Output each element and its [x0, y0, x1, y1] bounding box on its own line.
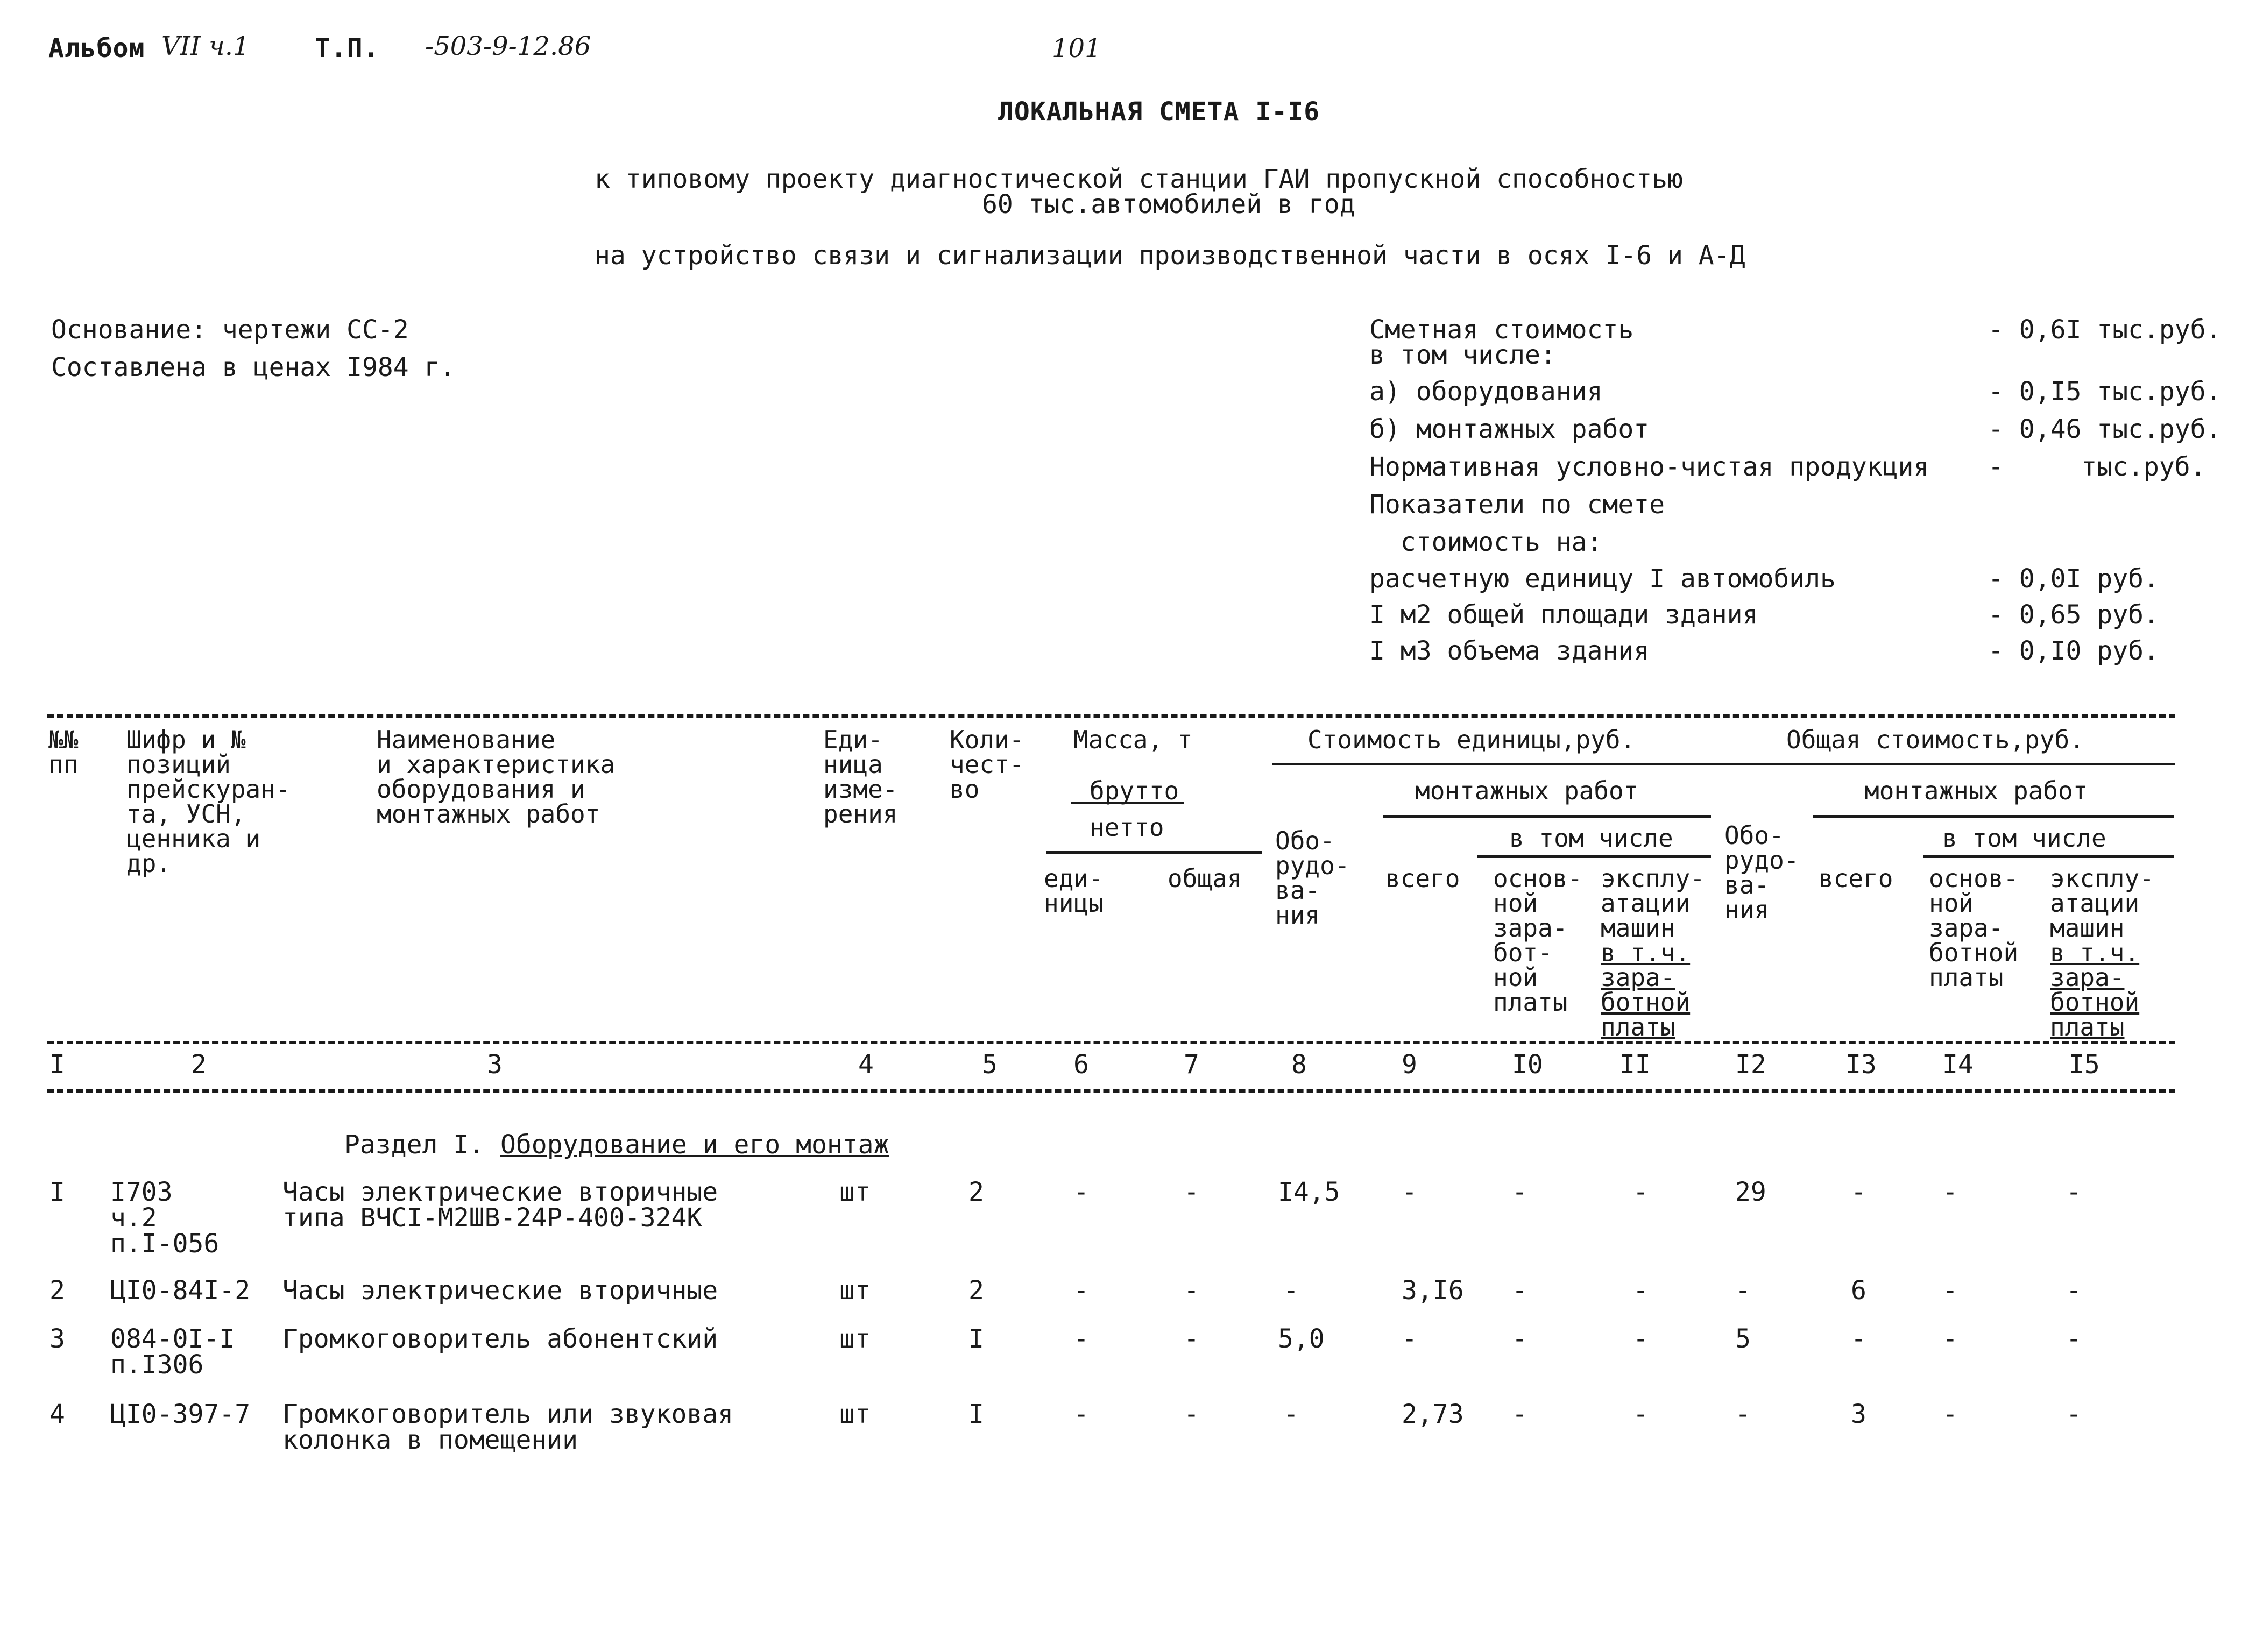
table-row-4-equip: -: [1283, 1399, 1299, 1429]
table-row-3-unit: шт: [839, 1324, 871, 1354]
install-work-header-2: монтажных работ: [1864, 776, 2088, 805]
table-row-4-t-mach: -: [2066, 1399, 2082, 1429]
table-row-4-unit: шт: [839, 1399, 871, 1429]
total-header-2: всего: [1819, 864, 1893, 893]
summary-label-0: Сметная стоимость: [1369, 315, 1634, 345]
table-row-4-t-wage: -: [1942, 1399, 1958, 1429]
summary-value-4: - тыс.руб.: [1988, 452, 2206, 482]
table-row-3-qty: I: [968, 1324, 984, 1354]
table-row-4-t-total: 3: [1851, 1399, 1866, 1429]
table-row-1-wage: -: [1512, 1177, 1527, 1207]
table-row-3-n: 3: [49, 1324, 65, 1354]
column-number: 8: [1291, 1050, 1307, 1080]
summary-label-7: расчетную единицу I автомобиль: [1369, 564, 1836, 594]
machines-header: эксплу- атации машин: [1601, 864, 1705, 942]
table-row-4-mass-total: -: [1184, 1399, 1199, 1429]
column-number: I2: [1735, 1050, 1766, 1080]
column-number: 3: [487, 1050, 503, 1080]
table-row-3-t-mach: -: [2066, 1324, 2082, 1354]
summary-label-4: Нормативная условно-чистая продукция: [1369, 452, 1929, 482]
table-row-1-n: I: [49, 1177, 65, 1207]
col-header-3: Наименование и характеристика оборудования и монтажных работ: [377, 725, 616, 828]
netto-header: нетто: [1090, 813, 1164, 842]
col-header-4: Еди- ница изме- рения: [823, 725, 898, 828]
mass-unit-header: еди- ницы: [1044, 864, 1104, 918]
col-header-1: №№ пп: [48, 725, 79, 779]
incl-rule-2: [1923, 855, 2174, 858]
table-row-2-code: ЦI0-84I-2: [110, 1275, 251, 1306]
col-header-5: Коли- чест- во: [950, 725, 1024, 804]
table-row-2-t-wage: -: [1942, 1275, 1958, 1306]
tp-label: Т.П.: [315, 33, 379, 63]
table-top-rule: [47, 714, 2175, 718]
column-number: I: [49, 1050, 65, 1080]
table-row-1-t-total: -: [1851, 1177, 1866, 1207]
document-title: ЛОКАЛЬНАЯ СМЕТА I-I6: [998, 97, 1320, 127]
table-row-3-mass-total: -: [1184, 1324, 1199, 1354]
table-row-1-t-wage: -: [1942, 1177, 1958, 1207]
summary-value-2: - 0,I5 тыс.руб.: [1988, 377, 2222, 407]
table-row-2-qty: 2: [968, 1275, 984, 1306]
table-row-3-t-total: -: [1851, 1324, 1866, 1354]
table-row-3-t-equip: 5: [1735, 1324, 1751, 1354]
numbers-bottom-rule: [47, 1089, 2175, 1093]
table-row-1-name: Часы электрические вторичные типа ВЧСI-М2ШВ-24Р-400-324К: [282, 1177, 718, 1233]
install-rule-2: [1813, 815, 2174, 818]
brutto-header: брутто: [1090, 776, 1179, 805]
table-row-2-mass-total: -: [1184, 1275, 1199, 1306]
summary-label-2: а) оборудования: [1369, 377, 1603, 407]
section-title: Оборудование и его монтаж: [500, 1130, 889, 1160]
table-row-4-t-equip: -: [1735, 1399, 1751, 1429]
table-row-2-unit: шт: [839, 1275, 871, 1306]
table-row-1-mass-unit: -: [1073, 1177, 1089, 1207]
table-row-2-t-total: 6: [1851, 1275, 1866, 1306]
table-row-4-qty: I: [968, 1399, 984, 1429]
incl-rule-1: [1477, 855, 1711, 858]
column-number: I4: [1942, 1050, 1974, 1080]
header-rule-cost: [1272, 763, 2175, 765]
table-row-2-mach: -: [1633, 1275, 1649, 1306]
summary-value-8: - 0,65 руб.: [1988, 600, 2159, 630]
prices-year: Составлена в ценах I984 г.: [51, 352, 456, 382]
summary-label-6: стоимость на:: [1369, 527, 1603, 557]
table-row-3-name: Громкоговоритель абонентский: [282, 1324, 718, 1354]
summary-label-8: I м2 общей площади здания: [1369, 600, 1758, 630]
machines-wage-header-2: в т.ч. зара- ботной платы: [2050, 938, 2140, 1041]
column-number: I3: [1845, 1050, 1877, 1080]
table-row-1-t-equip: 29: [1735, 1177, 1766, 1207]
table-row-1-total: -: [1402, 1177, 1417, 1207]
column-number: 9: [1402, 1050, 1417, 1080]
subtitle-line-1: к типовому проекту диагностической станции ГАИ пропускной способностью: [595, 164, 1683, 194]
table-row-1-equip: I4,5: [1278, 1177, 1340, 1207]
column-number: 4: [858, 1050, 874, 1080]
table-row-2-wage: -: [1512, 1275, 1527, 1306]
mass-total-header: общая: [1168, 864, 1242, 893]
album-label: Альбом: [48, 33, 145, 63]
table-row-2-mass-unit: -: [1073, 1275, 1089, 1306]
tp-code: -503-9-12.86: [425, 31, 591, 61]
base-wage-header-2: основ- ной зара- ботной платы: [1929, 864, 2019, 992]
subtitle-line-2: 60 тыс.автомобилей в год: [982, 189, 1355, 219]
table-row-2-t-equip: -: [1735, 1275, 1751, 1306]
table-row-2-total: 3,I6: [1402, 1275, 1464, 1306]
table-row-3-mass-unit: -: [1073, 1324, 1089, 1354]
section-prefix: Раздел I.: [344, 1130, 485, 1160]
summary-label-9: I м3 объема здания: [1369, 636, 1650, 666]
netto-rule: [1046, 851, 1262, 854]
column-number: 2: [191, 1050, 207, 1080]
table-row-2-equip: -: [1283, 1275, 1299, 1306]
table-row-2-name: Часы электрические вторичные: [282, 1275, 718, 1306]
column-number: I5: [2069, 1050, 2100, 1080]
total-cost-header: Общая стоимость,руб.: [1786, 725, 2084, 754]
install-work-header: монтажных работ: [1415, 776, 1639, 805]
table-row-4-name: Громкоговоритель или звуковая колонка в помещении: [282, 1399, 734, 1455]
table-row-4-mass-unit: -: [1073, 1399, 1089, 1429]
machines-wage-header: в т.ч. зара- ботной платы: [1601, 938, 1691, 1041]
table-row-3-mach: -: [1633, 1324, 1649, 1354]
basis: Основание: чертежи СС-2: [51, 315, 409, 345]
page-number: 101: [1052, 33, 1101, 63]
table-row-4-total: 2,73: [1402, 1399, 1464, 1429]
table-row-4-wage: -: [1512, 1399, 1527, 1429]
equip-header: Обо- рудо- ва- ния: [1275, 826, 1350, 930]
equip-header-2: Обо- рудо- ва- ния: [1724, 821, 1799, 924]
incl-header: в том числе: [1509, 824, 1673, 853]
column-number: 6: [1073, 1050, 1089, 1080]
table-row-3-total: -: [1402, 1324, 1417, 1354]
machines-header-2: эксплу- атации машин: [2050, 864, 2154, 942]
table-row-1-unit: шт: [839, 1177, 871, 1207]
column-number: 7: [1184, 1050, 1199, 1080]
subtitle-line-3: на устройство связи и сигнализации производственной части в осях I-6 и А-Д: [595, 240, 1745, 271]
total-header: всего: [1385, 864, 1460, 893]
table-row-3-equip: 5,0: [1278, 1324, 1325, 1354]
install-rule-1: [1383, 815, 1711, 818]
table-row-2-n: 2: [49, 1275, 65, 1306]
summary-value-9: - 0,I0 руб.: [1988, 636, 2159, 666]
summary-label-5: Показатели по смете: [1369, 490, 1665, 520]
table-row-4-mach: -: [1633, 1399, 1649, 1429]
summary-value-0: - 0,6I тыс.руб.: [1988, 315, 2222, 345]
table-row-1-code: I703 ч.2 п.I-056: [110, 1177, 220, 1259]
col-header-2: Шифр и № позиций прейскуран- та, УСН, ценника и др.: [126, 725, 291, 878]
table-row-3-code: 084-0I-I п.I306: [110, 1324, 235, 1380]
table-row-2-t-mach: -: [2066, 1275, 2082, 1306]
header-bottom-rule: [47, 1041, 2175, 1044]
album-number: VII ч.1: [161, 31, 250, 61]
base-wage-header: основ- ной зара- бот- ной платы: [1493, 864, 1583, 1017]
summary-label-1: в том числе:: [1369, 340, 1556, 370]
table-row-3-t-wage: -: [1942, 1324, 1958, 1354]
mass-header: Масса, т: [1073, 725, 1193, 754]
table-row-1-qty: 2: [968, 1177, 984, 1207]
column-number: I0: [1512, 1050, 1543, 1080]
summary-value-7: - 0,0I руб.: [1988, 564, 2159, 594]
incl-header-2: в том числе: [1942, 824, 2106, 853]
summary-value-3: - 0,46 тыс.руб.: [1988, 414, 2222, 444]
column-number: 5: [982, 1050, 998, 1080]
table-row-4-n: 4: [49, 1399, 65, 1429]
table-row-4-code: ЦI0-397-7: [110, 1399, 251, 1429]
table-row-1-t-mach: -: [2066, 1177, 2082, 1207]
summary-label-3: б) монтажных работ: [1369, 414, 1650, 444]
table-row-1-mach: -: [1633, 1177, 1649, 1207]
column-number: II: [1619, 1050, 1651, 1080]
table-row-1-mass-total: -: [1184, 1177, 1199, 1207]
unit-cost-header: Стоимость единицы,руб.: [1307, 725, 1636, 754]
table-row-3-wage: -: [1512, 1324, 1527, 1354]
